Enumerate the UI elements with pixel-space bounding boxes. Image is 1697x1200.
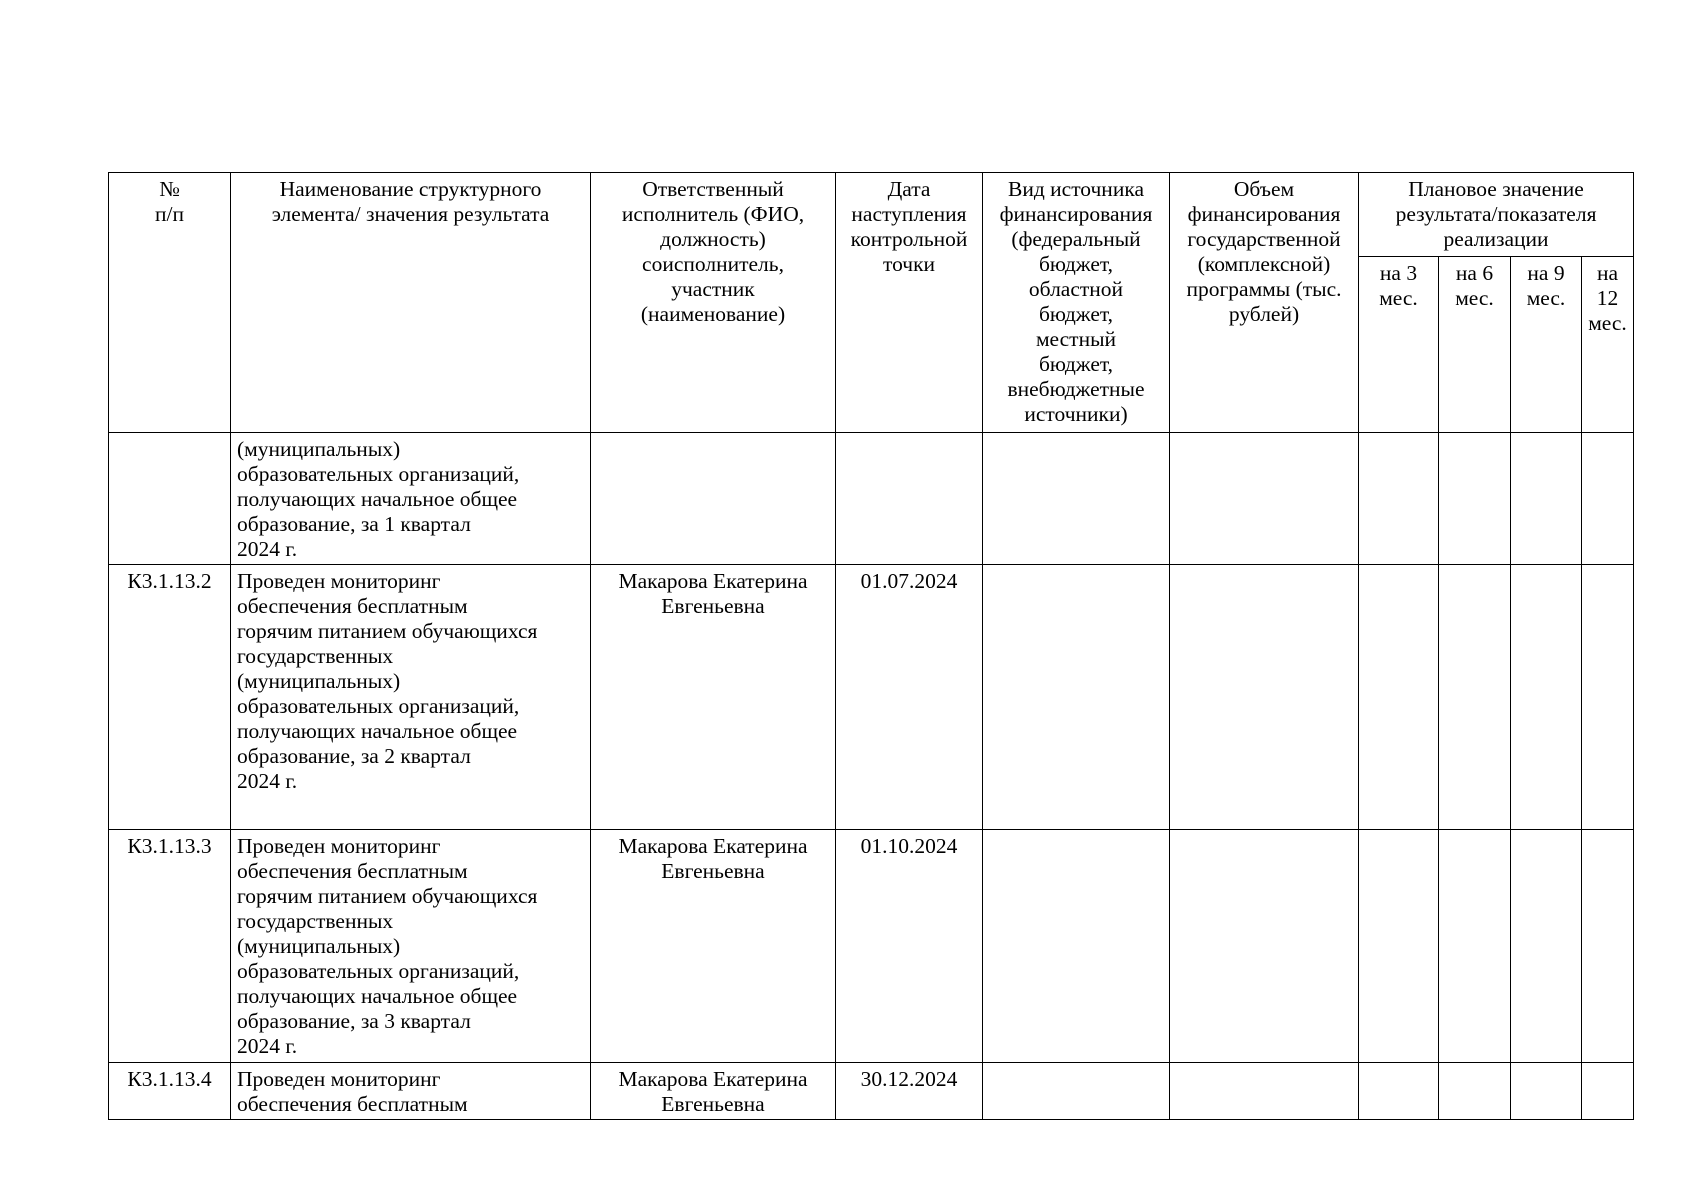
- header-source: Вид источника финансирования (федеральный бюджет, областной бюджет, местный бюджет, внебюджетные источники): [983, 173, 1170, 433]
- row-p9: [1511, 565, 1582, 830]
- row-p6: [1439, 1063, 1511, 1120]
- row-p9: [1511, 830, 1582, 1063]
- row-source: [983, 1063, 1170, 1120]
- row-source: [983, 433, 1170, 565]
- row-name: Проведен мониторинг обеспечения бесплатным горячим питанием обучающихся государственных (муниципальных) образовательных организаций, получающих начальное общее образование, за 3 квартал 2024 г.: [231, 830, 591, 1063]
- row-num: К3.1.13.2: [109, 565, 231, 830]
- row-p3: [1359, 830, 1439, 1063]
- row-responsible: Макарова Екатерина Евгеньевна: [591, 830, 836, 1063]
- row-p9: [1511, 433, 1582, 565]
- row-num: [109, 433, 231, 565]
- row-p3: [1359, 433, 1439, 565]
- row-responsible: Макарова Екатерина Евгеньевна: [591, 1063, 836, 1120]
- row-p3: [1359, 565, 1439, 830]
- row-name: Проведен мониторинг обеспечения бесплатным: [231, 1063, 591, 1120]
- header-num: № п/п: [109, 173, 231, 433]
- header-planned: Плановое значение результата/показателя реализации: [1359, 173, 1634, 257]
- row-date: [836, 433, 983, 565]
- row-p12: [1582, 565, 1634, 830]
- row-p6: [1439, 433, 1511, 565]
- row-responsible: Макарова Екатерина Евгеньевна: [591, 565, 836, 830]
- row-num: К3.1.13.4: [109, 1063, 231, 1120]
- table-row: [109, 565, 1634, 830]
- header-date: Дата наступления контрольной точки: [836, 173, 983, 433]
- row-volume: [1170, 830, 1359, 1063]
- row-date: 30.12.2024: [836, 1063, 983, 1120]
- table-row: [109, 433, 1634, 565]
- row-volume: [1170, 565, 1359, 830]
- row-responsible: [591, 433, 836, 565]
- row-p12: [1582, 830, 1634, 1063]
- row-p6: [1439, 830, 1511, 1063]
- header-name: Наименование структурного элемента/ значения результата: [231, 173, 591, 433]
- table-row: [109, 830, 1634, 1063]
- row-name: Проведен мониторинг обеспечения бесплатным горячим питанием обучающихся государственных (муниципальных) образовательных организаций, получающих начальное общее образование, за 2 квартал 2024 г.: [231, 565, 591, 830]
- row-p6: [1439, 565, 1511, 830]
- row-p12: [1582, 1063, 1634, 1120]
- header-p6: на 6 мес.: [1439, 257, 1511, 433]
- row-volume: [1170, 1063, 1359, 1120]
- row-date: 01.07.2024: [836, 565, 983, 830]
- row-source: [983, 830, 1170, 1063]
- row-name: (муниципальных) образовательных организаций, получающих начальное общее образование, за 1 квартал 2024 г.: [231, 433, 591, 565]
- row-source: [983, 565, 1170, 830]
- header-p12: на 12 мес.: [1582, 257, 1634, 433]
- header-p3: на 3 мес.: [1359, 257, 1439, 433]
- row-p3: [1359, 1063, 1439, 1120]
- table-row: [109, 1063, 1634, 1120]
- row-date: 01.10.2024: [836, 830, 983, 1063]
- header-volume: Объем финансирования государственной (комплексной) программы (тыс. рублей): [1170, 173, 1359, 433]
- monitoring-table: [108, 172, 1634, 1120]
- row-p9: [1511, 1063, 1582, 1120]
- row-p12: [1582, 433, 1634, 565]
- row-volume: [1170, 433, 1359, 565]
- row-num: К3.1.13.3: [109, 830, 231, 1063]
- header-p9: на 9 мес.: [1511, 257, 1582, 433]
- header-responsible: Ответственный исполнитель (ФИО, должность) соисполнитель, участник (наименование): [591, 173, 836, 433]
